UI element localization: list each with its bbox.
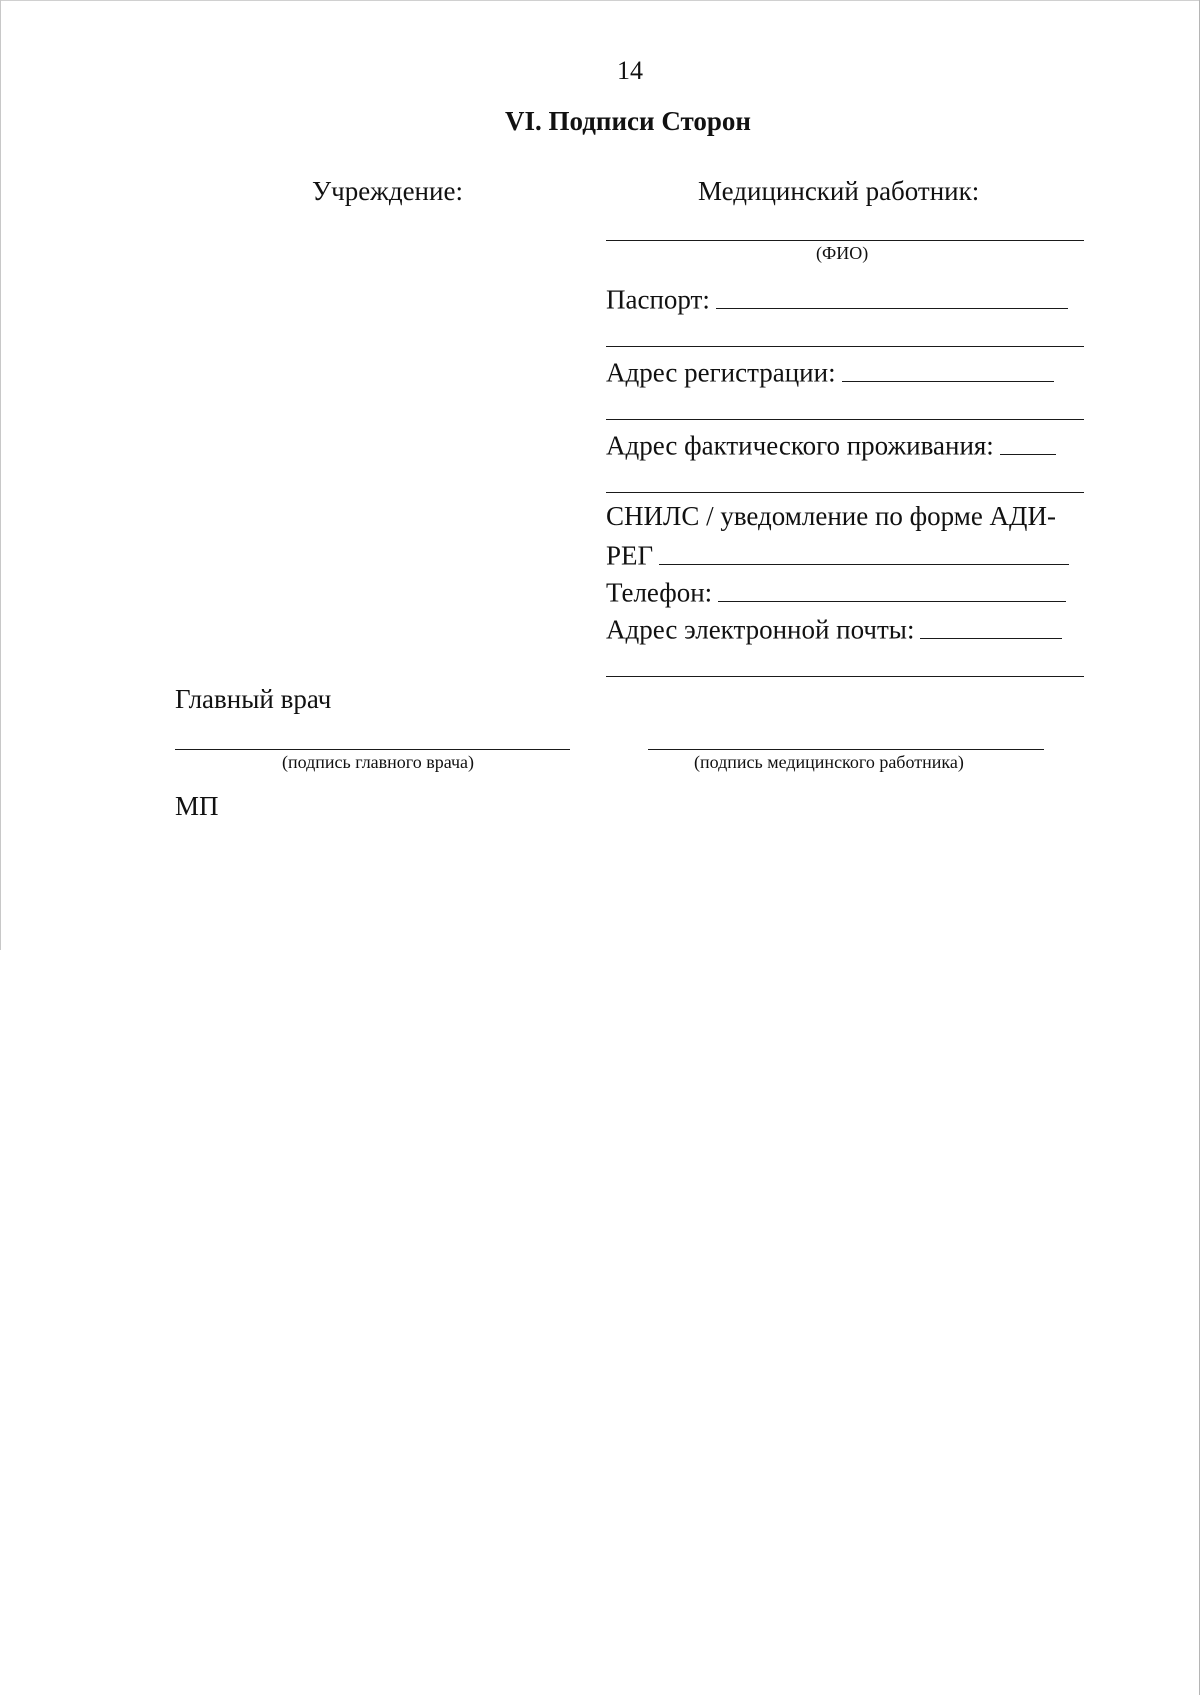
- email-field: [606, 612, 1062, 646]
- snils-label-line2: РЕГ: [606, 540, 654, 571]
- registration-address-label: Адрес регистрации:: [606, 357, 836, 388]
- email-label: Адрес электронной почты:: [606, 614, 915, 645]
- registration-address-line-2[interactable]: [606, 419, 1084, 420]
- stamp-label: МП: [175, 791, 219, 821]
- passport-blank[interactable]: [716, 282, 1068, 309]
- fio-caption: (ФИО): [816, 243, 869, 263]
- actual-address-label: Адрес фактического проживания:: [606, 430, 994, 461]
- snils-label-line1: СНИЛС / уведомление по форме АДИ-: [606, 501, 1056, 531]
- phone-blank[interactable]: [718, 575, 1066, 602]
- passport-field: [606, 282, 1068, 316]
- worker-title: Медицинский работник:: [698, 176, 980, 206]
- scan-edge-top: [0, 0, 1200, 1]
- actual-address-blank[interactable]: [1000, 428, 1056, 455]
- actual-address-line-2[interactable]: [606, 492, 1084, 493]
- registration-address-blank[interactable]: [842, 355, 1054, 382]
- institution-title: Учреждение:: [312, 176, 463, 206]
- chief-doctor-signature-caption: (подпись главного врача): [282, 752, 475, 772]
- section-title: VI. Подписи Сторон: [505, 106, 751, 136]
- email-line-2[interactable]: [606, 676, 1084, 677]
- fio-line[interactable]: [606, 240, 1084, 241]
- registration-address-field: [606, 355, 1054, 389]
- worker-signature-line[interactable]: [648, 749, 1044, 750]
- passport-label: Паспорт:: [606, 284, 710, 315]
- snils-field: [606, 538, 1069, 572]
- chief-doctor-label: Главный врач: [175, 684, 332, 714]
- snils-blank[interactable]: [659, 538, 1069, 565]
- email-blank[interactable]: [920, 612, 1062, 639]
- scan-edge-left: [0, 0, 1, 950]
- worker-signature-caption: (подпись медицинского работника): [694, 752, 964, 772]
- actual-address-field: [606, 428, 1056, 462]
- page-number: 14: [617, 56, 643, 85]
- chief-doctor-signature-line[interactable]: [175, 749, 570, 750]
- phone-field: [606, 575, 1066, 609]
- passport-line-2[interactable]: [606, 346, 1084, 347]
- phone-label: Телефон:: [606, 577, 713, 608]
